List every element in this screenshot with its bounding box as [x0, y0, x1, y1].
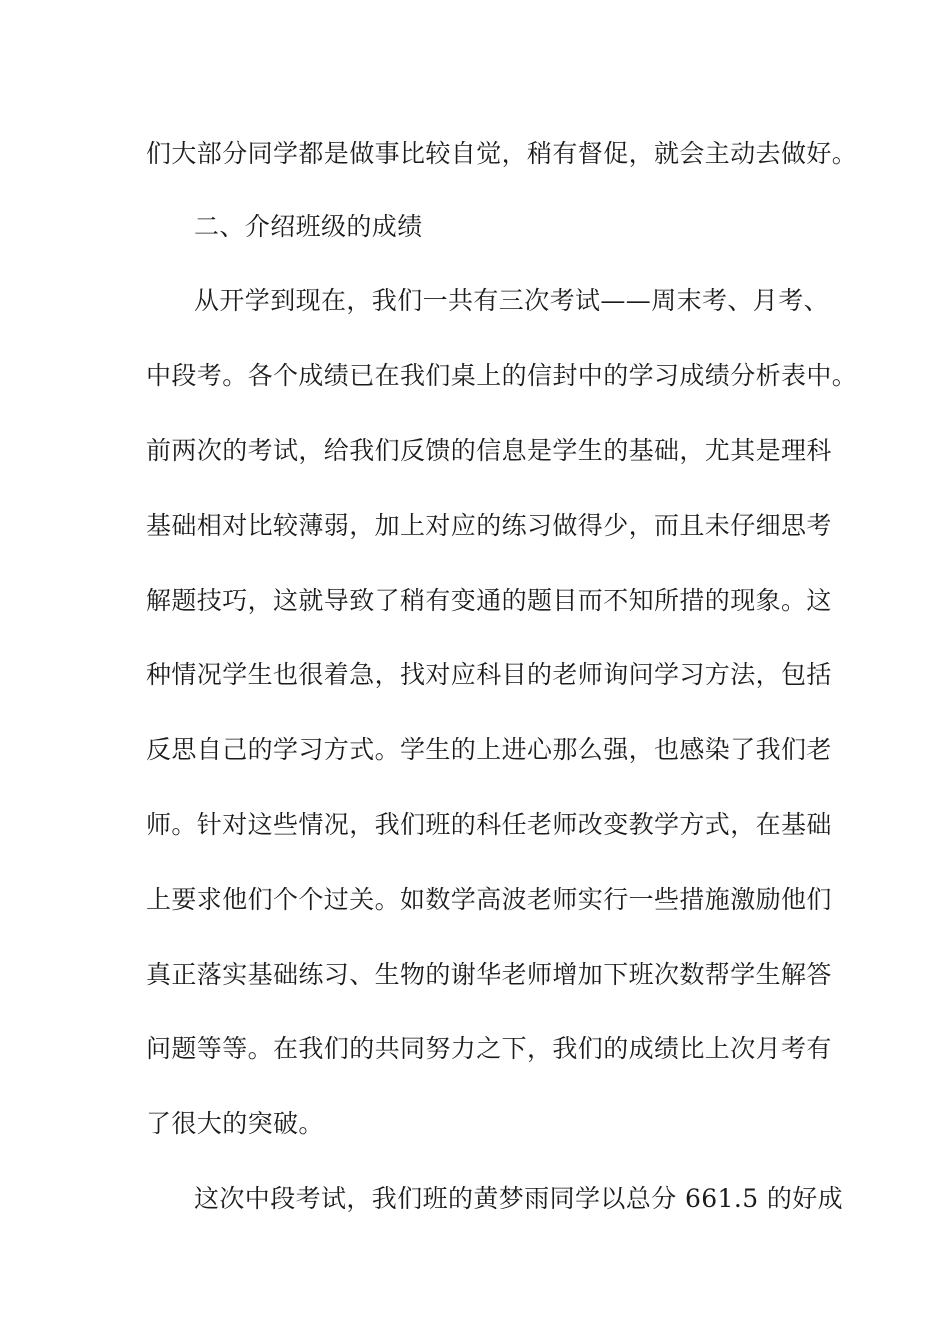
paragraph-line-11: 上要求他们个个过关。如数学高波老师实行一些措施激励他们 — [146, 885, 832, 914]
paragraph-line-10: 师。针对这些情况，我们班的科任老师改变教学方式，在基础 — [146, 810, 832, 839]
paragraph-line-9: 反思自己的学习方式。学生的上进心那么强，也感染了我们老 — [146, 735, 832, 764]
paragraph-line-14: 了很大的突破。 — [146, 1109, 324, 1138]
paragraph-line-3: 从开学到现在，我们一共有三次考试——周末考、月考、 — [194, 286, 830, 315]
paragraph-line-8: 种情况学生也很着急，找对应科目的老师询问学习方法，包括 — [146, 660, 832, 689]
section-heading: 二、介绍班级的成绩 — [194, 212, 423, 241]
paragraph-line-4: 中段考。各个成绩已在我们桌上的信封中的学习成绩分析表中。 — [146, 361, 858, 390]
paragraph-line-6: 基础相对比较薄弱，加上对应的练习做得少，而且未仔细思考 — [146, 511, 832, 540]
paragraph-line-7: 解题技巧，这就导致了稍有变通的题目而不知所措的现象。这 — [146, 586, 832, 615]
paragraph-line-1: 们大部分同学都是做事比较自觉，稍有督促，就会主动去做好。 — [146, 139, 858, 168]
paragraph-line-13: 问题等等。在我们的共同努力之下，我们的成绩比上次月考有 — [146, 1034, 832, 1063]
paragraph-line-15: 这次中段考试，我们班的黄梦雨同学以总分 661.5 的好成 — [194, 1184, 844, 1213]
paragraph-line-5: 前两次的考试，给我们反馈的信息是学生的基础，尤其是理科 — [146, 436, 832, 465]
paragraph-line-12: 真正落实基础练习、生物的谢华老师增加下班次数帮学生解答 — [146, 960, 832, 989]
